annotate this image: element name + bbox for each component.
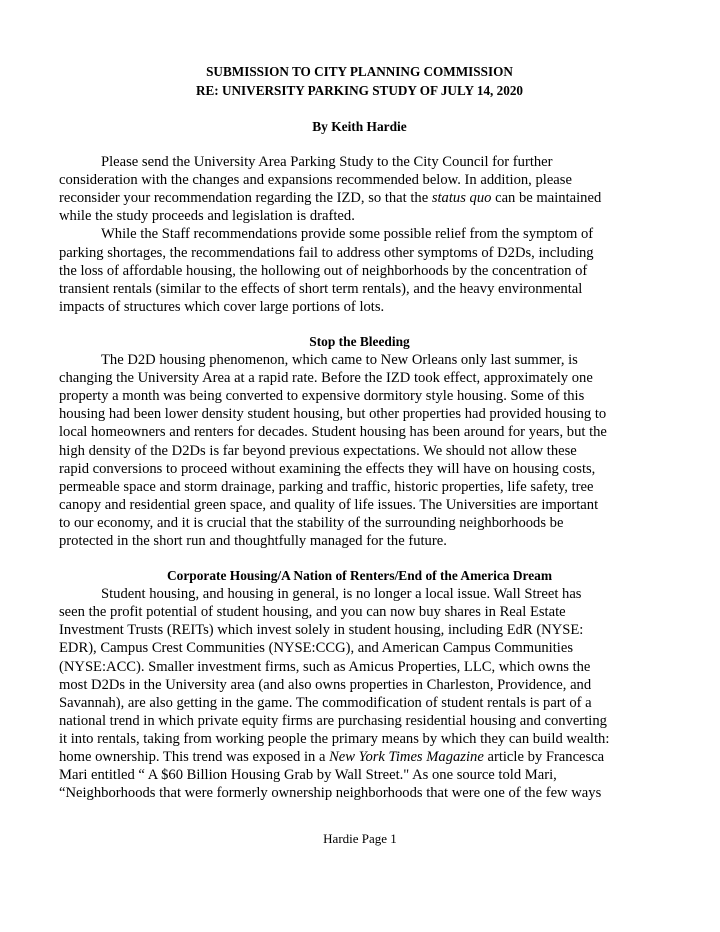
text-line: (NYSE:ACC). Smaller investment firms, such as Amicus Properties, LLC, which owns the [59,658,591,675]
text-line: it into rentals, taking from working people the primary means by which they can build wealth: [59,730,610,747]
text-line [59,748,660,766]
text-line: housing had been lower density student housing, but other properties had provided housing to [59,406,607,423]
document-title [59,63,660,100]
text-line: consideration with the changes and expansions recommended below. In addition, please [59,172,572,189]
intro-paragraph-1 [59,153,660,225]
text-line: While the Staff recommendations provide some possible relief from the symptom of [101,226,594,243]
text-line: while the study proceeds and legislation is drafted. [59,208,355,225]
text-line: to our economy, and it is crucial that the stability of the surrounding neighborhoods be [59,514,564,531]
text-run: can be maintained [491,190,602,207]
text-line: Please send the University Area Parking Study to the City Council for further [101,154,553,171]
text-line: parking shortages, the recommendations fail to address other symptoms of D2Ds, including [59,244,594,261]
text-line: Investment Trusts (REITs) which invest solely in student housing, including EdR (NYSE: [59,622,584,639]
text-line: rapid conversions to proceed without examining the effects they will have on housing costs, [59,460,596,477]
text-line: local homeowners and renters for decades. Student housing has been around for years, but the [59,424,607,441]
text-line: transient rentals (similar to the effects of short term rentals), and the heavy environmental [59,280,583,297]
section-2-paragraph [59,585,660,802]
text-line: national trend in which private equity firms are purchasing residential housing and converting [59,712,607,729]
page-footer: Hardie Page 1 [323,831,397,846]
text-line: most D2Ds in the University area (and also owns properties in Charleston, Providence, and [59,676,592,693]
title-line-2: RE: UNIVERSITY PARKING STUDY OF JULY 14, 2020 [195,82,524,98]
text-line: high density of the D2Ds is far beyond previous expectations. We should not allow these [59,442,577,459]
title-line-1: SUBMISSION TO CITY PLANNING COMMISSION [206,64,513,79]
text-line: changing the University Area at a rapid rate. Before the IZD took effect, approximately one [59,370,593,387]
text-line: impacts of structures which cover large portions of lots. [59,298,385,315]
text-line [59,189,660,207]
text-line: Student housing, and housing in general, is no longer a local issue. Wall Street has [101,586,582,603]
section-heading-corporate-housing: Corporate Housing/A Nation of Renters/End of the America Dream [166,568,553,584]
text-line: EDR), Campus Crest Communities (NYSE:CCG), and American Campus Communities [59,640,573,657]
section-heading-stop-the-bleeding: Stop the Bleeding [309,333,410,349]
section-1-paragraph [59,351,660,550]
italic-phrase: status quo [431,190,492,207]
text-line: Mari entitled “ A $60 Billion Housing Grab by Wall Street." As one source told Mari, [59,767,557,784]
text-line: canopy and residential green space, and quality of life issues. The Universities are important [59,496,599,513]
text-line: the loss of affordable housing, the hollowing out of neighborhoods by the concentration of [59,262,588,279]
text-line: property a month was being converted to expensive dormitory style housing. Some of this [59,388,585,405]
text-run: article by Francesca [483,749,605,765]
document-page [59,63,660,802]
text-line: “Neighborhoods that were formerly ownership neighborhoods that were one of the few ways [59,785,602,802]
text-line: seen the profit potential of student housing, and you can now buy shares in Real Estate [59,604,566,621]
intro-paragraph-2 [59,225,660,315]
text-run: reconsider your recommendation regarding the IZD, so that the [59,190,432,207]
italic-publication-title: New York Times Magazine [329,749,484,765]
text-line: protected in the short run and thoughtfully managed for the future. [59,532,447,549]
text-line: permeable space and storm drainage, parking and traffic, historic properties, life safety, tree [59,478,594,495]
text-line: The D2D housing phenomenon, which came to New Orleans only last summer, is [101,352,578,369]
author-byline: By Keith Hardie [312,119,407,134]
text-line: Savannah), are also getting in the game. The commodification of student rentals is part of a [59,694,592,711]
text-run: home ownership. This trend was exposed in a [59,749,330,765]
